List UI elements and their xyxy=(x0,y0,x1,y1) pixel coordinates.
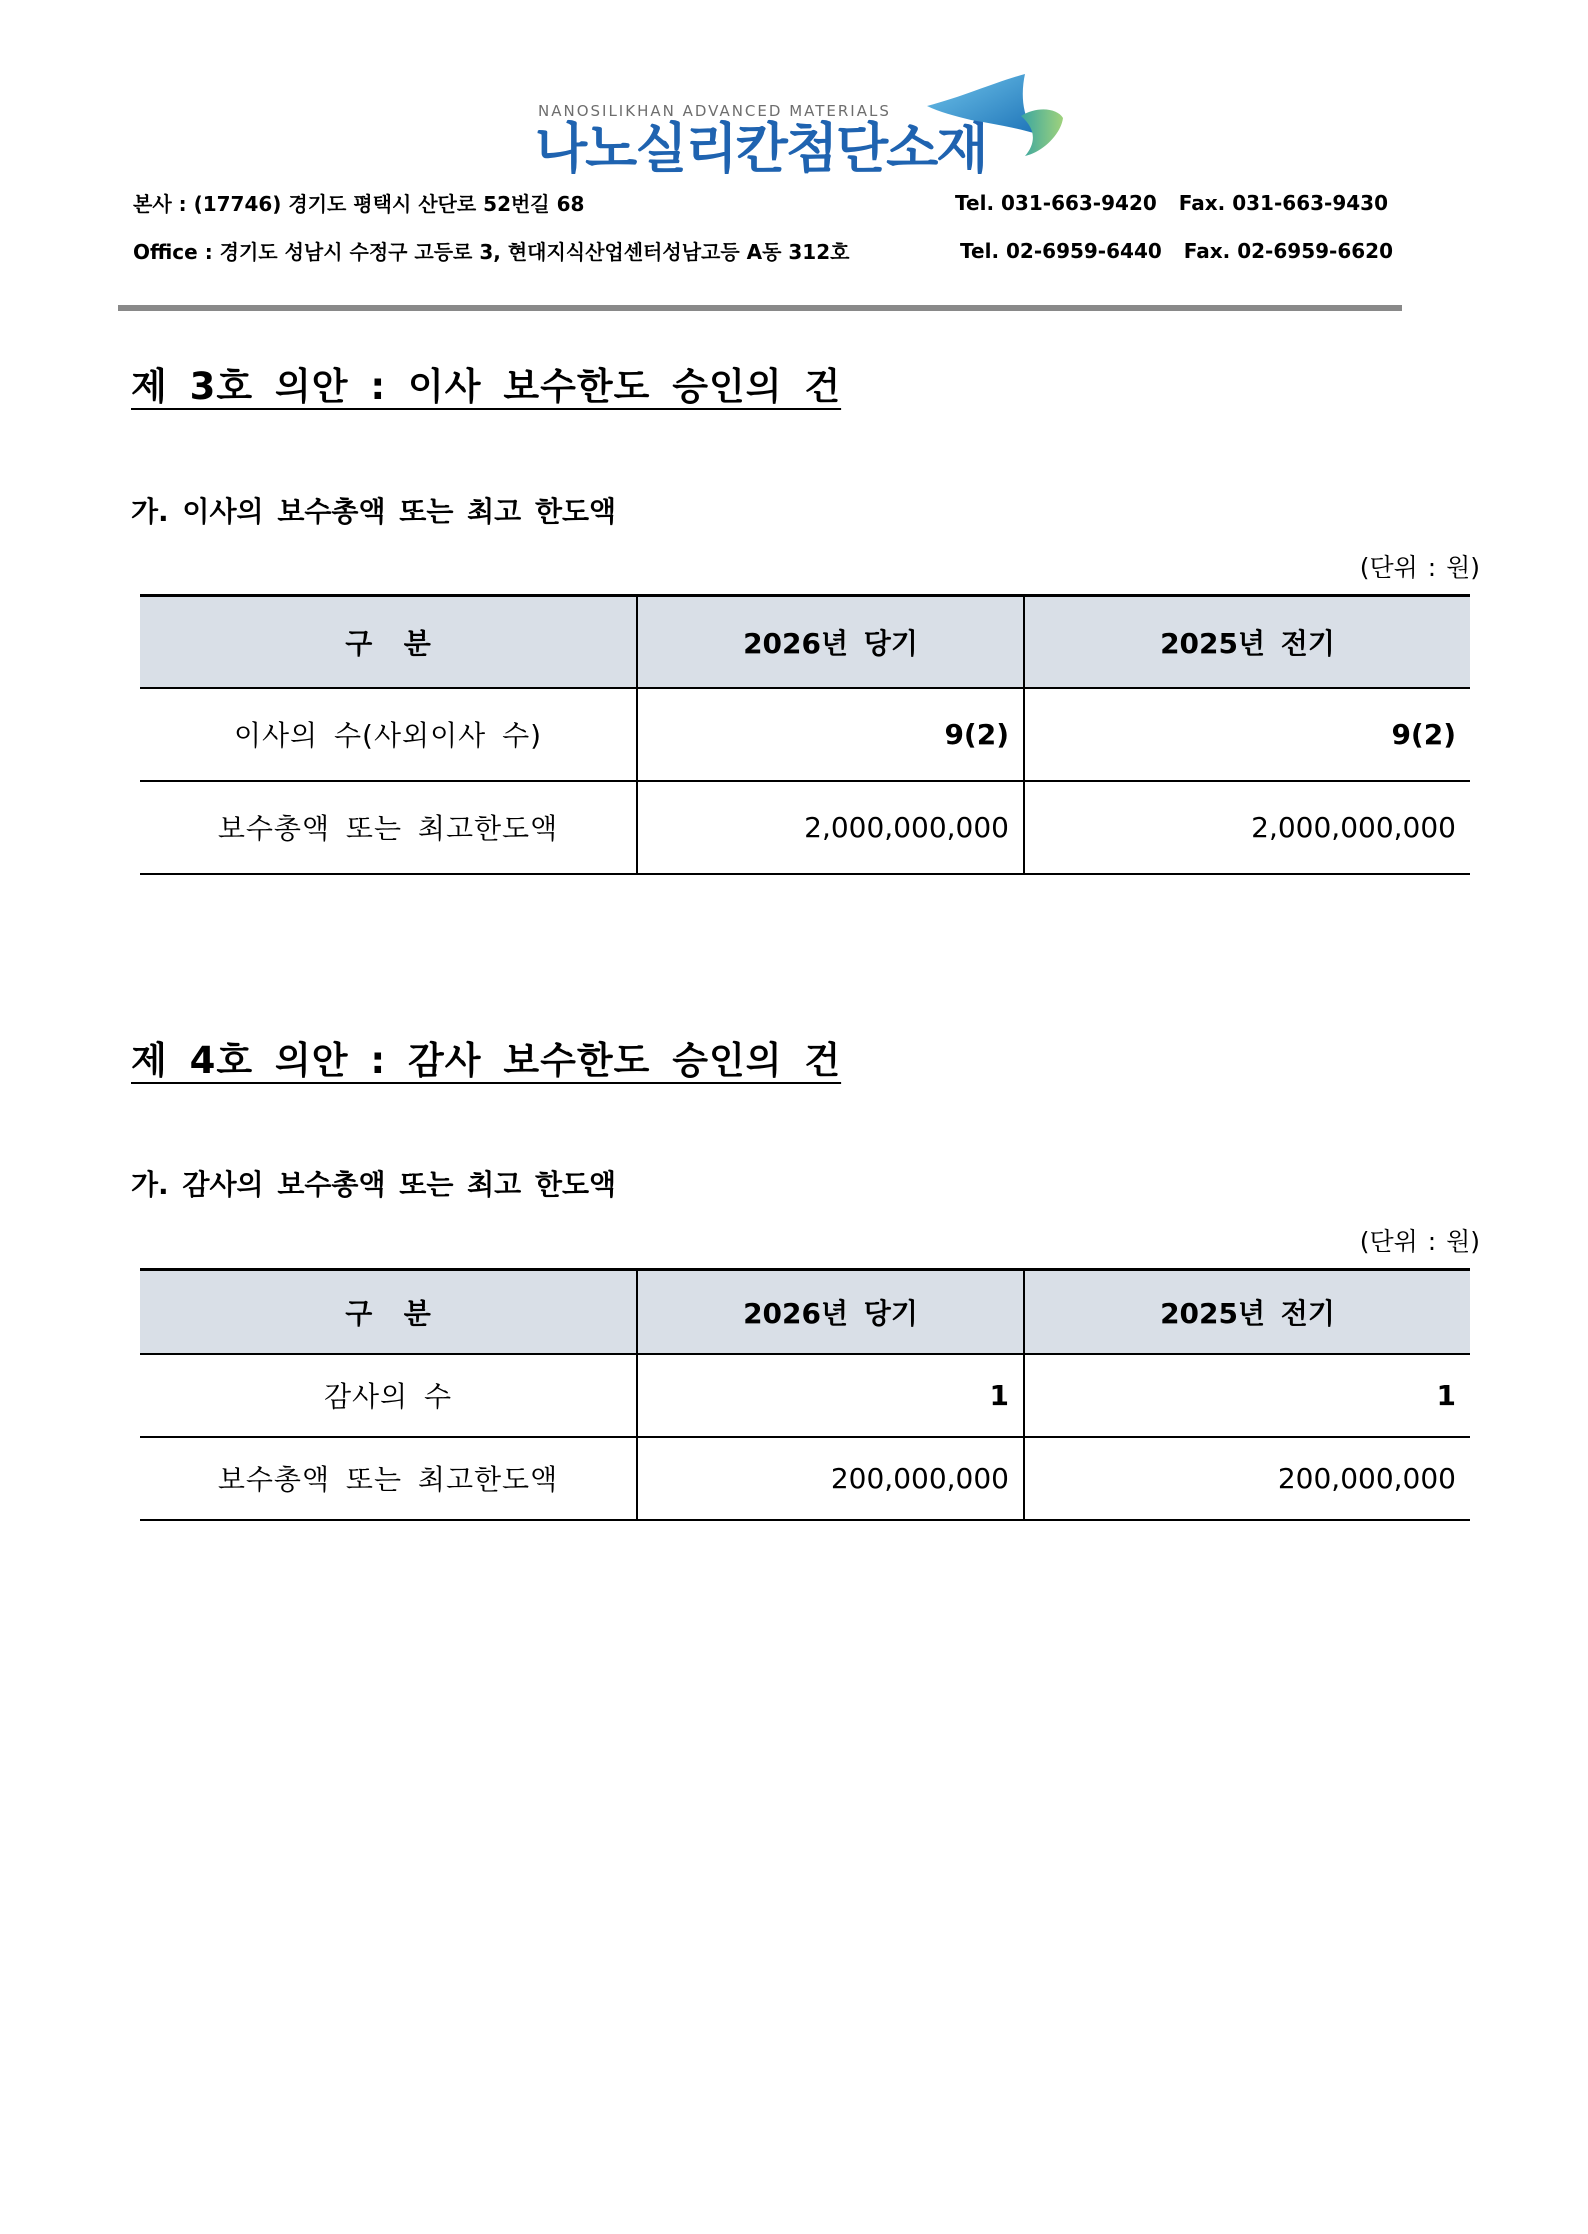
prior-year-value: 2,000,000,000 xyxy=(1024,781,1470,874)
hq-address: 본사 : (17746) 경기도 평택시 산단로 52번길 68 xyxy=(133,192,585,216)
agenda-4-subtitle: 가. 감사의 보수총액 또는 최고 한도액 xyxy=(131,1168,617,1201)
prior-year-value: 200,000,000 xyxy=(1024,1437,1470,1520)
company-name-korean: 나노실리칸첨단소재 xyxy=(535,117,987,180)
header-prior-year: 2025년 전기 xyxy=(1024,596,1470,688)
office-tel: Tel. 02-6959-6440 xyxy=(960,238,1162,263)
header-category: 구 분 xyxy=(140,1270,637,1354)
auditor-compensation-table xyxy=(140,1268,1470,1521)
header-current-year: 2026년 당기 xyxy=(637,596,1024,688)
hq-fax: Fax. 031-663-9430 xyxy=(1178,190,1388,215)
current-year-value: 2,000,000,000 xyxy=(637,781,1024,874)
director-compensation-table xyxy=(140,594,1470,875)
row-label: 감사의 수 xyxy=(140,1354,637,1437)
agenda-4-unit: (단위 : 원) xyxy=(1359,1227,1480,1256)
table-header-row xyxy=(140,596,1470,688)
table-row xyxy=(140,781,1470,874)
company-name-english: NANOSILIKHAN ADVANCED MATERIALS xyxy=(538,102,891,120)
prior-year-value: 9(2) xyxy=(1024,688,1470,781)
row-label: 보수총액 또는 최고한도액 xyxy=(140,781,637,874)
agenda-3-title: 제 3호 의안 : 이사 보수한도 승인의 건 xyxy=(131,365,842,408)
header-prior-year: 2025년 전기 xyxy=(1024,1270,1470,1354)
hq-address-line xyxy=(133,188,1388,217)
agenda-4-title: 제 4호 의안 : 감사 보수한도 승인의 건 xyxy=(131,1039,842,1082)
table-row xyxy=(140,1437,1470,1520)
row-label: 보수총액 또는 최고한도액 xyxy=(140,1437,637,1520)
office-fax: Fax. 02-6959-6620 xyxy=(1183,238,1393,263)
current-year-value: 9(2) xyxy=(637,688,1024,781)
company-logo-icon xyxy=(925,72,1065,164)
prior-year-value: 1 xyxy=(1024,1354,1470,1437)
table-header-row xyxy=(140,1270,1470,1354)
office-address: Office : 경기도 성남시 수정구 고등로 3, 현대지식산업센터성남고등 A동 312호 xyxy=(133,240,850,264)
agenda-3-unit: (단위 : 원) xyxy=(1359,553,1480,582)
office-address-line xyxy=(133,236,1393,265)
table-row xyxy=(140,688,1470,781)
current-year-value: 200,000,000 xyxy=(637,1437,1024,1520)
header-category: 구 분 xyxy=(140,596,637,688)
agenda-3-subtitle: 가. 이사의 보수총액 또는 최고 한도액 xyxy=(131,495,617,528)
table-row xyxy=(140,1354,1470,1437)
header-current-year: 2026년 당기 xyxy=(637,1270,1024,1354)
current-year-value: 1 xyxy=(637,1354,1024,1437)
header-divider xyxy=(118,305,1402,311)
hq-tel: Tel. 031-663-9420 xyxy=(955,190,1157,215)
row-label: 이사의 수(사외이사 수) xyxy=(140,688,637,781)
